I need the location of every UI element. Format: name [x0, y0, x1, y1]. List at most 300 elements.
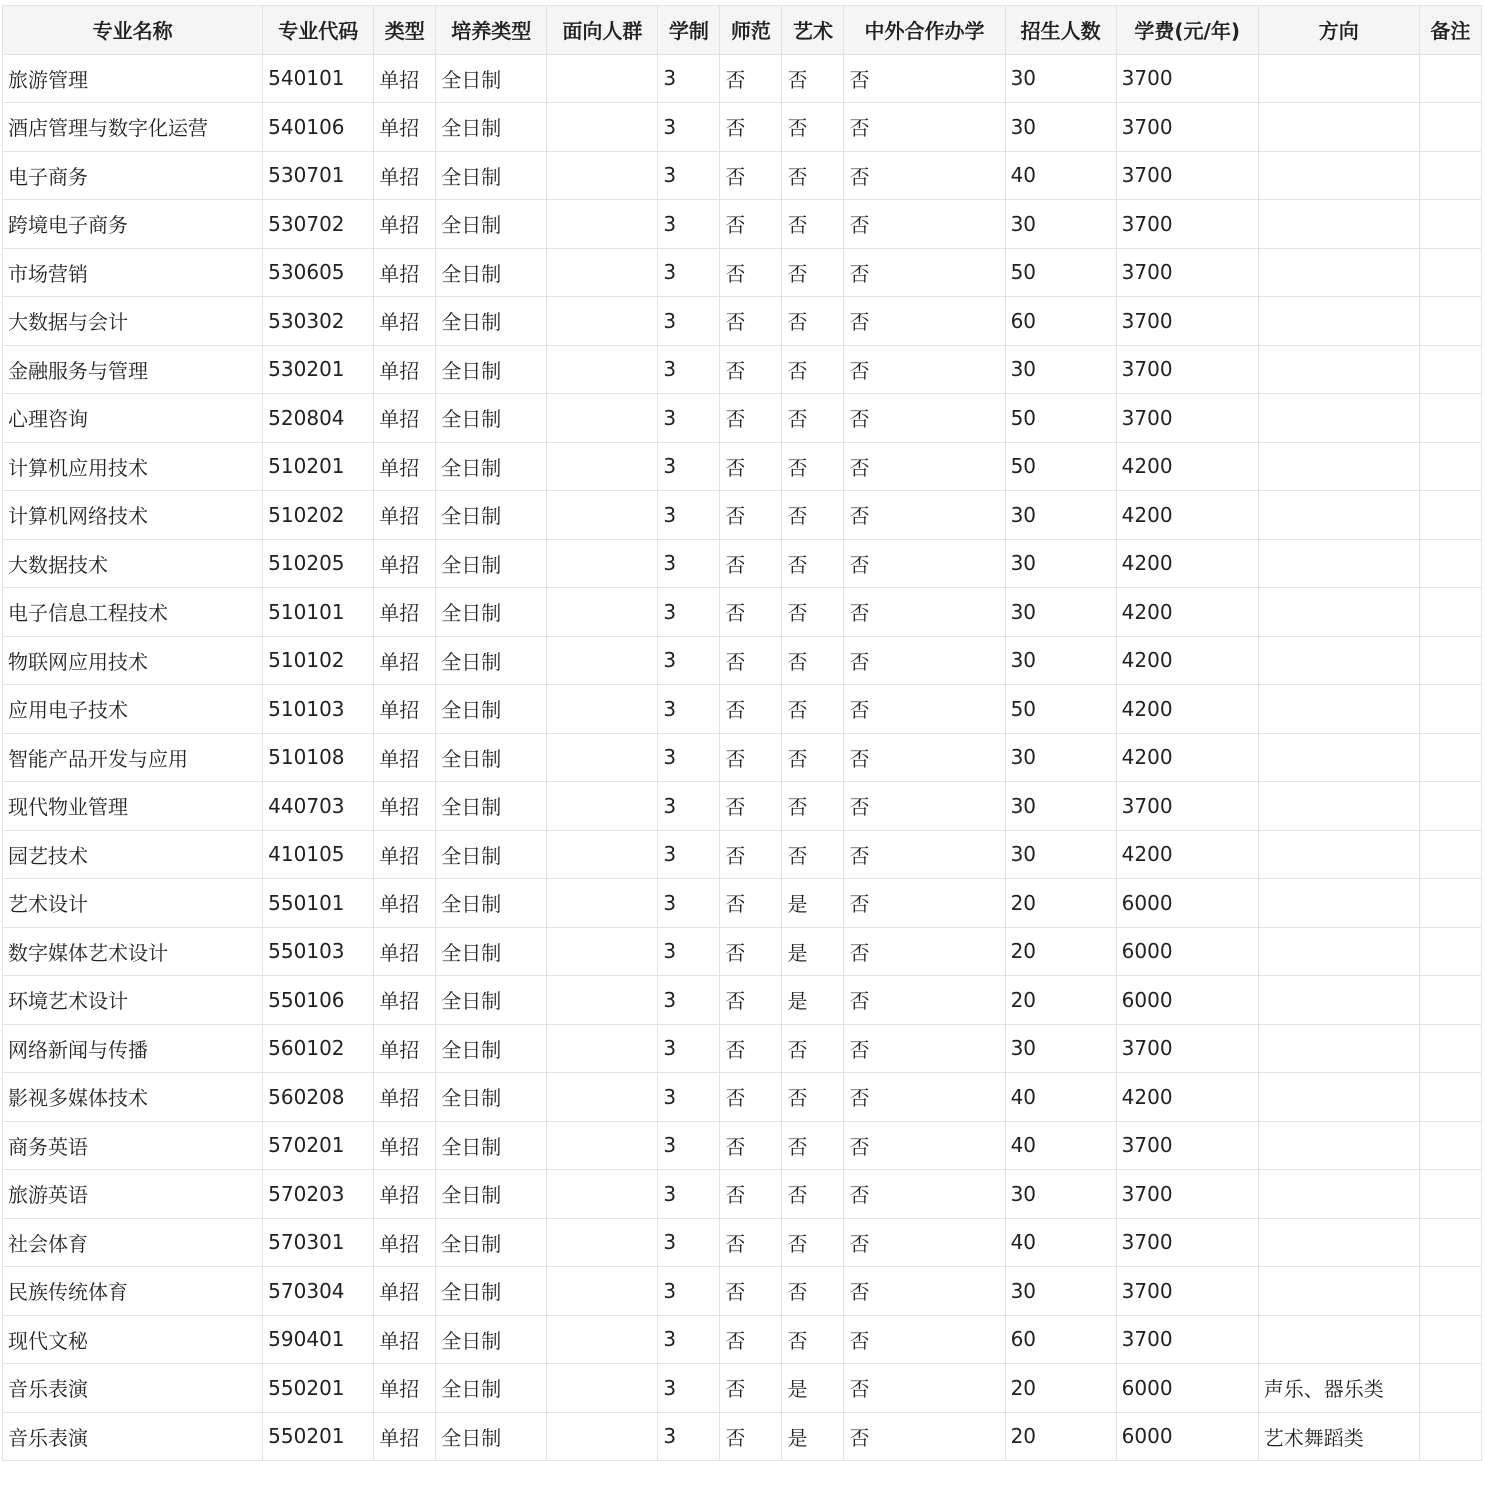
cell-target-group [547, 1315, 658, 1364]
cell-target-group [547, 539, 658, 588]
cell-major-code: 510201 [263, 442, 374, 491]
cell-direction: 艺术舞蹈类 [1258, 1412, 1419, 1461]
cell-duration: 3 [658, 1218, 720, 1267]
cell-direction [1258, 297, 1419, 346]
cell-major-code: 540106 [263, 103, 374, 152]
table-row [3, 297, 1482, 346]
cell-training-type: 全日制 [436, 442, 547, 491]
cell-tuition: 6000 [1116, 879, 1258, 928]
cell-duration: 3 [658, 830, 720, 879]
header-tuition: 学费(元/年) [1116, 6, 1258, 55]
cell-art: 否 [782, 830, 844, 879]
table-row [3, 782, 1482, 831]
cell-normal-school: 否 [720, 1170, 782, 1219]
header-duration: 学制 [658, 6, 720, 55]
cell-target-group [547, 54, 658, 103]
cell-art: 否 [782, 345, 844, 394]
cell-major-name: 大数据与会计 [3, 297, 263, 346]
cell-normal-school: 否 [720, 151, 782, 200]
cell-enrollment: 30 [1005, 54, 1116, 103]
cell-major-code: 550103 [263, 927, 374, 976]
cell-art: 否 [782, 1121, 844, 1170]
cell-normal-school: 否 [720, 879, 782, 928]
cell-normal-school: 否 [720, 976, 782, 1025]
cell-sino-foreign: 否 [844, 1073, 1005, 1122]
cell-training-type: 全日制 [436, 1267, 547, 1316]
cell-sino-foreign: 否 [844, 1315, 1005, 1364]
cell-direction [1258, 976, 1419, 1025]
cell-training-type: 全日制 [436, 1364, 547, 1413]
majors-table [2, 5, 1482, 1461]
cell-direction [1258, 1218, 1419, 1267]
cell-remarks [1419, 1412, 1481, 1461]
cell-duration: 3 [658, 1024, 720, 1073]
cell-training-type: 全日制 [436, 830, 547, 879]
cell-tuition: 3700 [1116, 345, 1258, 394]
cell-duration: 3 [658, 879, 720, 928]
header-major-name: 专业名称 [3, 6, 263, 55]
cell-art: 否 [782, 248, 844, 297]
cell-training-type: 全日制 [436, 685, 547, 734]
cell-type: 单招 [374, 733, 436, 782]
cell-enrollment: 50 [1005, 442, 1116, 491]
cell-major-code: 570304 [263, 1267, 374, 1316]
cell-major-code: 530201 [263, 345, 374, 394]
cell-target-group [547, 1218, 658, 1267]
cell-art: 否 [782, 297, 844, 346]
cell-art: 否 [782, 442, 844, 491]
cell-direction [1258, 54, 1419, 103]
header-training-type: 培养类型 [436, 6, 547, 55]
cell-tuition: 4200 [1116, 588, 1258, 637]
table-row [3, 1267, 1482, 1316]
cell-major-name: 市场营销 [3, 248, 263, 297]
cell-tuition: 4200 [1116, 636, 1258, 685]
cell-enrollment: 30 [1005, 539, 1116, 588]
table-row [3, 103, 1482, 152]
cell-remarks [1419, 103, 1481, 152]
cell-tuition: 3700 [1116, 103, 1258, 152]
cell-training-type: 全日制 [436, 1121, 547, 1170]
cell-art: 否 [782, 1170, 844, 1219]
cell-duration: 3 [658, 1170, 720, 1219]
table-row [3, 685, 1482, 734]
cell-direction [1258, 588, 1419, 637]
cell-major-code: 550201 [263, 1412, 374, 1461]
cell-target-group [547, 588, 658, 637]
cell-target-group [547, 200, 658, 249]
majors-table-container [2, 5, 1482, 1461]
cell-duration: 3 [658, 151, 720, 200]
header-remarks: 备注 [1419, 6, 1481, 55]
cell-type: 单招 [374, 1267, 436, 1316]
cell-enrollment: 60 [1005, 1315, 1116, 1364]
cell-major-name: 计算机应用技术 [3, 442, 263, 491]
cell-tuition: 4200 [1116, 830, 1258, 879]
cell-type: 单招 [374, 151, 436, 200]
cell-training-type: 全日制 [436, 927, 547, 976]
cell-major-name: 应用电子技术 [3, 685, 263, 734]
cell-duration: 3 [658, 685, 720, 734]
cell-tuition: 3700 [1116, 394, 1258, 443]
cell-sino-foreign: 否 [844, 1364, 1005, 1413]
cell-duration: 3 [658, 1121, 720, 1170]
cell-normal-school: 否 [720, 394, 782, 443]
table-row [3, 636, 1482, 685]
cell-training-type: 全日制 [436, 539, 547, 588]
cell-training-type: 全日制 [436, 636, 547, 685]
cell-art: 否 [782, 1024, 844, 1073]
cell-direction [1258, 345, 1419, 394]
table-row [3, 1364, 1482, 1413]
cell-tuition: 4200 [1116, 539, 1258, 588]
cell-target-group [547, 248, 658, 297]
cell-direction [1258, 1073, 1419, 1122]
cell-target-group [547, 442, 658, 491]
header-type: 类型 [374, 6, 436, 55]
cell-remarks [1419, 976, 1481, 1025]
table-row [3, 733, 1482, 782]
cell-sino-foreign: 否 [844, 733, 1005, 782]
cell-tuition: 3700 [1116, 1170, 1258, 1219]
cell-major-name: 环境艺术设计 [3, 976, 263, 1025]
cell-major-code: 550101 [263, 879, 374, 928]
cell-enrollment: 20 [1005, 927, 1116, 976]
cell-art: 否 [782, 54, 844, 103]
cell-duration: 3 [658, 927, 720, 976]
cell-normal-school: 否 [720, 442, 782, 491]
cell-type: 单招 [374, 345, 436, 394]
cell-duration: 3 [658, 297, 720, 346]
cell-training-type: 全日制 [436, 54, 547, 103]
cell-remarks [1419, 1073, 1481, 1122]
cell-art: 是 [782, 1412, 844, 1461]
cell-major-code: 510108 [263, 733, 374, 782]
cell-art: 否 [782, 103, 844, 152]
cell-direction [1258, 394, 1419, 443]
header-target-group: 面向人群 [547, 6, 658, 55]
cell-art: 否 [782, 151, 844, 200]
cell-duration: 3 [658, 1315, 720, 1364]
cell-tuition: 4200 [1116, 491, 1258, 540]
cell-remarks [1419, 1218, 1481, 1267]
cell-normal-school: 否 [720, 54, 782, 103]
cell-type: 单招 [374, 491, 436, 540]
cell-tuition: 4200 [1116, 685, 1258, 734]
cell-normal-school: 否 [720, 200, 782, 249]
cell-type: 单招 [374, 879, 436, 928]
cell-training-type: 全日制 [436, 1024, 547, 1073]
cell-major-code: 520804 [263, 394, 374, 443]
cell-target-group [547, 1121, 658, 1170]
cell-type: 单招 [374, 54, 436, 103]
cell-art: 否 [782, 782, 844, 831]
cell-tuition: 4200 [1116, 442, 1258, 491]
cell-major-name: 音乐表演 [3, 1412, 263, 1461]
cell-tuition: 3700 [1116, 1024, 1258, 1073]
cell-remarks [1419, 394, 1481, 443]
cell-duration: 3 [658, 442, 720, 491]
cell-normal-school: 否 [720, 636, 782, 685]
table-row [3, 1218, 1482, 1267]
cell-remarks [1419, 879, 1481, 928]
cell-major-code: 530702 [263, 200, 374, 249]
cell-sino-foreign: 否 [844, 103, 1005, 152]
cell-tuition: 6000 [1116, 1412, 1258, 1461]
cell-remarks [1419, 491, 1481, 540]
table-row [3, 879, 1482, 928]
cell-sino-foreign: 否 [844, 345, 1005, 394]
table-body [3, 54, 1482, 1461]
cell-sino-foreign: 否 [844, 54, 1005, 103]
cell-major-name: 金融服务与管理 [3, 345, 263, 394]
header-art: 艺术 [782, 6, 844, 55]
cell-sino-foreign: 否 [844, 200, 1005, 249]
table-row [3, 539, 1482, 588]
cell-major-name: 社会体育 [3, 1218, 263, 1267]
cell-target-group [547, 1073, 658, 1122]
cell-remarks [1419, 1267, 1481, 1316]
cell-major-code: 560102 [263, 1024, 374, 1073]
cell-sino-foreign: 否 [844, 927, 1005, 976]
cell-major-code: 510103 [263, 685, 374, 734]
cell-direction [1258, 1121, 1419, 1170]
header-normal-school: 师范 [720, 6, 782, 55]
cell-target-group [547, 733, 658, 782]
cell-remarks [1419, 685, 1481, 734]
cell-direction [1258, 248, 1419, 297]
cell-sino-foreign: 否 [844, 1412, 1005, 1461]
cell-duration: 3 [658, 394, 720, 443]
cell-enrollment: 30 [1005, 782, 1116, 831]
cell-tuition: 6000 [1116, 1364, 1258, 1413]
cell-major-name: 影视多媒体技术 [3, 1073, 263, 1122]
cell-direction [1258, 539, 1419, 588]
cell-remarks [1419, 151, 1481, 200]
cell-art: 是 [782, 927, 844, 976]
cell-remarks [1419, 442, 1481, 491]
cell-direction [1258, 782, 1419, 831]
cell-remarks [1419, 297, 1481, 346]
cell-art: 否 [782, 588, 844, 637]
cell-art: 否 [782, 1315, 844, 1364]
cell-enrollment: 20 [1005, 879, 1116, 928]
table-row [3, 927, 1482, 976]
cell-sino-foreign: 否 [844, 1170, 1005, 1219]
cell-normal-school: 否 [720, 103, 782, 152]
cell-sino-foreign: 否 [844, 442, 1005, 491]
cell-remarks [1419, 1364, 1481, 1413]
cell-sino-foreign: 否 [844, 394, 1005, 443]
cell-type: 单招 [374, 442, 436, 491]
cell-remarks [1419, 200, 1481, 249]
cell-major-name: 商务英语 [3, 1121, 263, 1170]
table-row [3, 491, 1482, 540]
cell-target-group [547, 394, 658, 443]
cell-training-type: 全日制 [436, 976, 547, 1025]
cell-target-group [547, 1267, 658, 1316]
cell-sino-foreign: 否 [844, 297, 1005, 346]
cell-normal-school: 否 [720, 248, 782, 297]
header-direction: 方向 [1258, 6, 1419, 55]
cell-type: 单招 [374, 248, 436, 297]
cell-sino-foreign: 否 [844, 1267, 1005, 1316]
cell-target-group [547, 151, 658, 200]
cell-enrollment: 30 [1005, 588, 1116, 637]
cell-major-code: 510205 [263, 539, 374, 588]
cell-sino-foreign: 否 [844, 248, 1005, 297]
cell-duration: 3 [658, 1073, 720, 1122]
cell-normal-school: 否 [720, 297, 782, 346]
cell-duration: 3 [658, 103, 720, 152]
cell-tuition: 3700 [1116, 200, 1258, 249]
cell-sino-foreign: 否 [844, 1218, 1005, 1267]
cell-major-code: 530605 [263, 248, 374, 297]
cell-sino-foreign: 否 [844, 1121, 1005, 1170]
cell-target-group [547, 345, 658, 394]
cell-tuition: 3700 [1116, 151, 1258, 200]
cell-normal-school: 否 [720, 733, 782, 782]
cell-type: 单招 [374, 1121, 436, 1170]
cell-duration: 3 [658, 200, 720, 249]
cell-direction [1258, 733, 1419, 782]
cell-remarks [1419, 1315, 1481, 1364]
cell-major-name: 大数据技术 [3, 539, 263, 588]
cell-enrollment: 50 [1005, 394, 1116, 443]
table-row [3, 1412, 1482, 1461]
cell-target-group [547, 879, 658, 928]
cell-direction [1258, 636, 1419, 685]
header-sino-foreign: 中外合作办学 [844, 6, 1005, 55]
cell-direction [1258, 1024, 1419, 1073]
cell-target-group [547, 927, 658, 976]
cell-remarks [1419, 539, 1481, 588]
cell-direction [1258, 1267, 1419, 1316]
cell-major-code: 570201 [263, 1121, 374, 1170]
cell-duration: 3 [658, 636, 720, 685]
cell-remarks [1419, 1121, 1481, 1170]
cell-art: 否 [782, 685, 844, 734]
table-row [3, 1315, 1482, 1364]
table-row [3, 200, 1482, 249]
cell-remarks [1419, 733, 1481, 782]
cell-major-name: 电子信息工程技术 [3, 588, 263, 637]
cell-normal-school: 否 [720, 588, 782, 637]
cell-training-type: 全日制 [436, 200, 547, 249]
cell-training-type: 全日制 [436, 151, 547, 200]
cell-tuition: 3700 [1116, 1267, 1258, 1316]
cell-sino-foreign: 否 [844, 588, 1005, 637]
cell-major-name: 数字媒体艺术设计 [3, 927, 263, 976]
cell-type: 单招 [374, 200, 436, 249]
table-row [3, 830, 1482, 879]
cell-enrollment: 30 [1005, 830, 1116, 879]
table-row [3, 394, 1482, 443]
cell-major-name: 园艺技术 [3, 830, 263, 879]
cell-sino-foreign: 否 [844, 685, 1005, 734]
cell-enrollment: 40 [1005, 1073, 1116, 1122]
cell-direction [1258, 1315, 1419, 1364]
cell-enrollment: 30 [1005, 491, 1116, 540]
cell-duration: 3 [658, 1267, 720, 1316]
cell-art: 否 [782, 1073, 844, 1122]
cell-major-code: 410105 [263, 830, 374, 879]
cell-duration: 3 [658, 491, 720, 540]
cell-major-name: 音乐表演 [3, 1364, 263, 1413]
cell-type: 单招 [374, 103, 436, 152]
cell-type: 单招 [374, 782, 436, 831]
cell-training-type: 全日制 [436, 394, 547, 443]
cell-major-name: 酒店管理与数字化运营 [3, 103, 263, 152]
cell-major-code: 540101 [263, 54, 374, 103]
cell-training-type: 全日制 [436, 782, 547, 831]
cell-sino-foreign: 否 [844, 976, 1005, 1025]
cell-remarks [1419, 588, 1481, 637]
cell-sino-foreign: 否 [844, 636, 1005, 685]
cell-normal-school: 否 [720, 1412, 782, 1461]
cell-target-group [547, 830, 658, 879]
cell-enrollment: 30 [1005, 200, 1116, 249]
cell-tuition: 3700 [1116, 297, 1258, 346]
cell-duration: 3 [658, 733, 720, 782]
cell-training-type: 全日制 [436, 491, 547, 540]
cell-major-name: 跨境电子商务 [3, 200, 263, 249]
cell-enrollment: 50 [1005, 248, 1116, 297]
table-row [3, 1121, 1482, 1170]
cell-sino-foreign: 否 [844, 1024, 1005, 1073]
cell-training-type: 全日制 [436, 297, 547, 346]
cell-art: 是 [782, 976, 844, 1025]
cell-enrollment: 40 [1005, 1218, 1116, 1267]
cell-major-name: 电子商务 [3, 151, 263, 200]
cell-remarks [1419, 248, 1481, 297]
cell-remarks [1419, 1170, 1481, 1219]
cell-major-code: 590401 [263, 1315, 374, 1364]
cell-major-name: 心理咨询 [3, 394, 263, 443]
cell-training-type: 全日制 [436, 1073, 547, 1122]
cell-major-name: 智能产品开发与应用 [3, 733, 263, 782]
cell-sino-foreign: 否 [844, 151, 1005, 200]
cell-tuition: 4200 [1116, 1073, 1258, 1122]
table-row [3, 248, 1482, 297]
cell-direction [1258, 685, 1419, 734]
cell-tuition: 3700 [1116, 1315, 1258, 1364]
cell-duration: 3 [658, 588, 720, 637]
cell-sino-foreign: 否 [844, 539, 1005, 588]
cell-type: 单招 [374, 297, 436, 346]
cell-enrollment: 20 [1005, 1364, 1116, 1413]
cell-major-name: 现代文秘 [3, 1315, 263, 1364]
table-row [3, 442, 1482, 491]
cell-duration: 3 [658, 248, 720, 297]
cell-type: 单招 [374, 830, 436, 879]
cell-sino-foreign: 否 [844, 782, 1005, 831]
table-row [3, 976, 1482, 1025]
cell-target-group [547, 103, 658, 152]
cell-target-group [547, 782, 658, 831]
cell-duration: 3 [658, 782, 720, 831]
cell-target-group [547, 1412, 658, 1461]
cell-type: 单招 [374, 685, 436, 734]
cell-remarks [1419, 1024, 1481, 1073]
cell-normal-school: 否 [720, 927, 782, 976]
cell-normal-school: 否 [720, 491, 782, 540]
cell-direction [1258, 491, 1419, 540]
cell-art: 是 [782, 1364, 844, 1413]
cell-duration: 3 [658, 345, 720, 394]
cell-duration: 3 [658, 1412, 720, 1461]
cell-major-code: 530302 [263, 297, 374, 346]
